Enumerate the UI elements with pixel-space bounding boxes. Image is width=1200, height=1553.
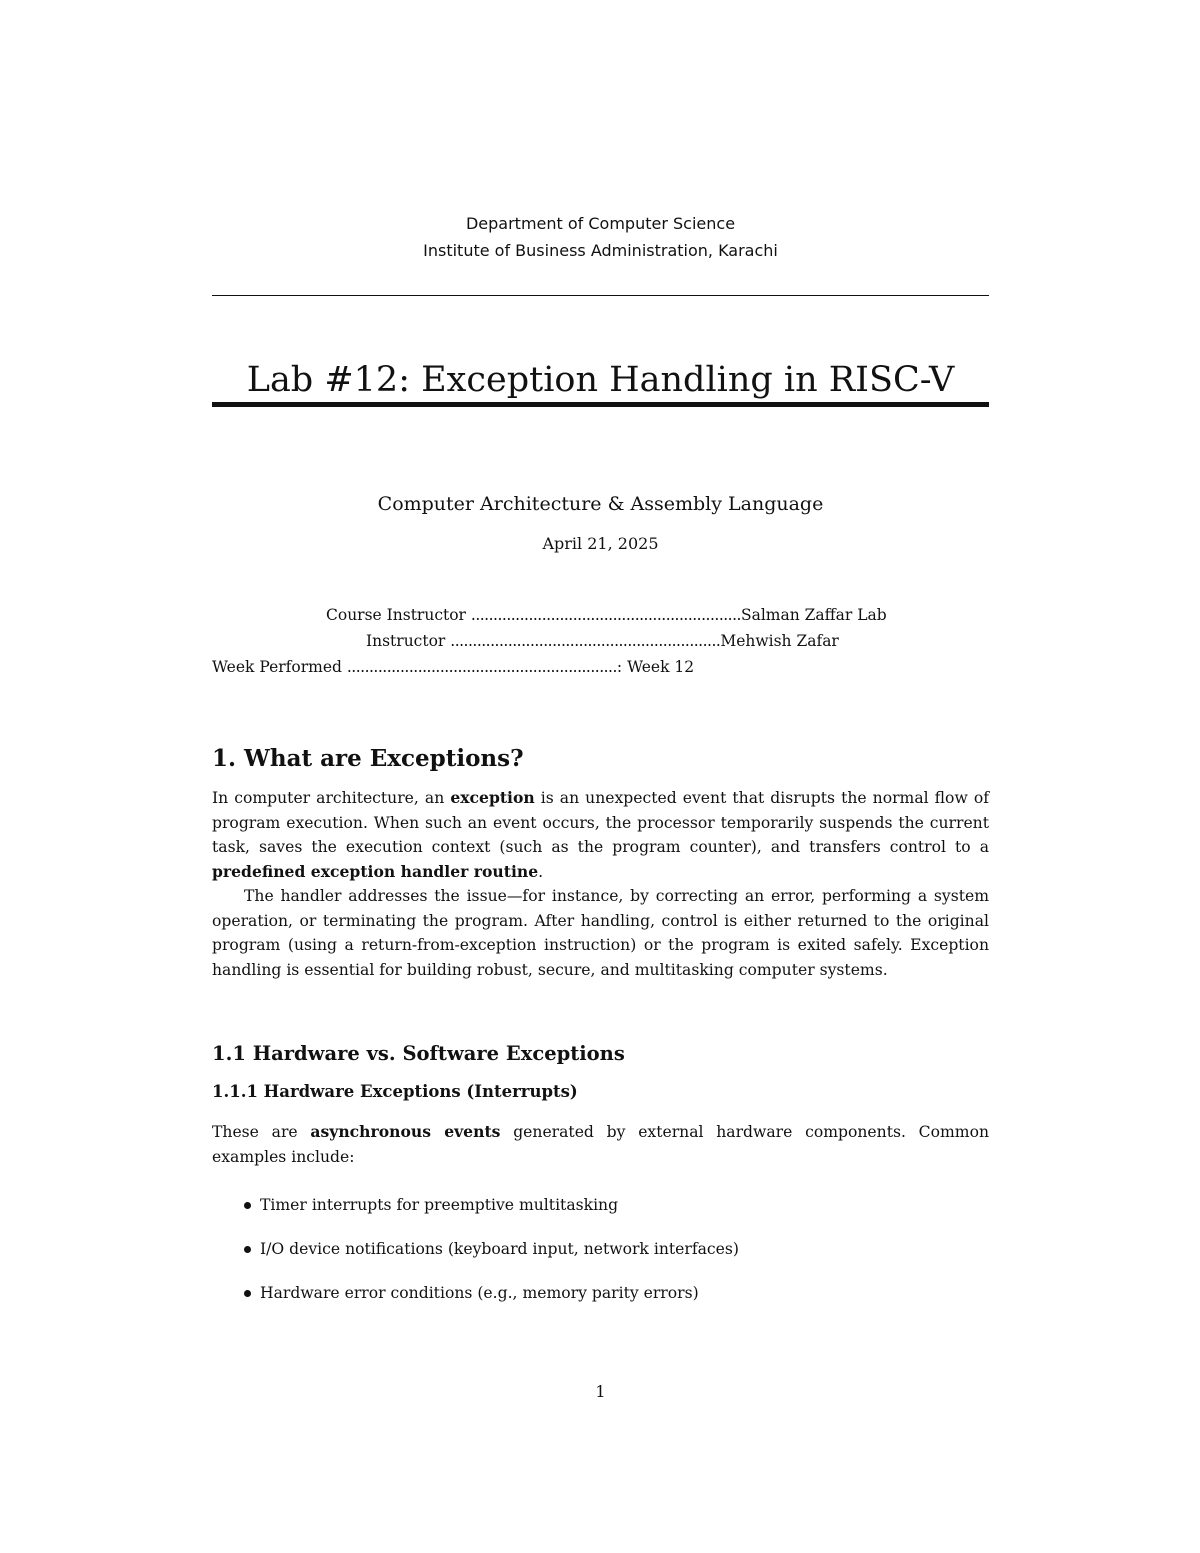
- meta-value: Salman Zaffar Lab: [740, 606, 887, 624]
- list-item: [212, 1193, 989, 1237]
- list-item-text: I/O device notifications (keyboard input, network interfaces): [260, 1240, 739, 1258]
- document-title: Lab #12: Exception Handling in RISC-V: [246, 360, 955, 400]
- text-run: generated by external hardware components. Common examples include:: [212, 1123, 989, 1166]
- bullet-icon: [244, 1290, 251, 1297]
- page-number: 1: [595, 1382, 606, 1401]
- bold-term: predefined exception handler routine: [212, 861, 539, 881]
- meta-label: Course Instructor: [326, 606, 471, 624]
- list-item: [212, 1237, 989, 1281]
- text-run: .: [538, 862, 544, 881]
- meta-value: Mehwish Zafar: [720, 632, 839, 650]
- bold-term: exception: [450, 788, 535, 807]
- dot-leader: .............................................................: [470, 606, 741, 624]
- list-item: [212, 1281, 989, 1325]
- institute-line: Institute of Business Administration, Karachi: [423, 241, 778, 260]
- meta-label: Instructor: [366, 632, 451, 650]
- header-rule: [212, 295, 989, 296]
- text-run: These are: [212, 1123, 311, 1141]
- paragraph-hardware-exceptions: [212, 1120, 989, 1169]
- bold-term: asynchronous events: [310, 1122, 501, 1141]
- meta-value: : Week 12: [616, 658, 695, 676]
- dot-leader: .............................................................: [346, 658, 617, 676]
- paragraph-handler: [212, 884, 989, 982]
- title-rule: [212, 402, 989, 407]
- subsection-heading: 1.1 Hardware vs. Software Exceptions: [212, 1042, 625, 1065]
- text-run: In computer architecture, an: [212, 789, 451, 807]
- text-run: is an unexpected event that disrupts the normal flow of program execution. When such an event occurs, the processor temporarily suspends the current task, saves the execution context (such as the program counter), and transfers control to a: [212, 789, 989, 857]
- examples-list: [212, 1193, 989, 1325]
- text-run: The handler addresses the issue—for instance, by correcting an error, performing a system operation, or terminating the program. After handling, control is either returned to the original program (using a return-from-exception instruction) or the program is exited safely. Exception handling is essential for building robust, secure, and multitasking computer systems.: [212, 887, 989, 979]
- meta-week-performed: [212, 654, 694, 680]
- meta-course-instructor: [326, 602, 887, 628]
- list-item-text: Timer interrupts for preemptive multitasking: [260, 1196, 619, 1214]
- list-item-text: Hardware error conditions (e.g., memory parity errors): [260, 1284, 699, 1302]
- course-subtitle: Computer Architecture & Assembly Language: [377, 493, 824, 515]
- section-heading: 1. What are Exceptions?: [212, 745, 524, 772]
- meta-instructor: [366, 628, 839, 654]
- paragraph-exceptions-intro: [212, 786, 989, 884]
- subsubsection-heading: 1.1.1 Hardware Exceptions (Interrupts): [212, 1082, 578, 1101]
- document-date: April 21, 2025: [542, 534, 659, 553]
- dot-leader: .............................................................: [450, 632, 721, 650]
- meta-label: Week Performed: [212, 658, 347, 676]
- bullet-icon: [244, 1202, 251, 1209]
- bullet-icon: [244, 1246, 251, 1253]
- department-line: Department of Computer Science: [465, 214, 736, 233]
